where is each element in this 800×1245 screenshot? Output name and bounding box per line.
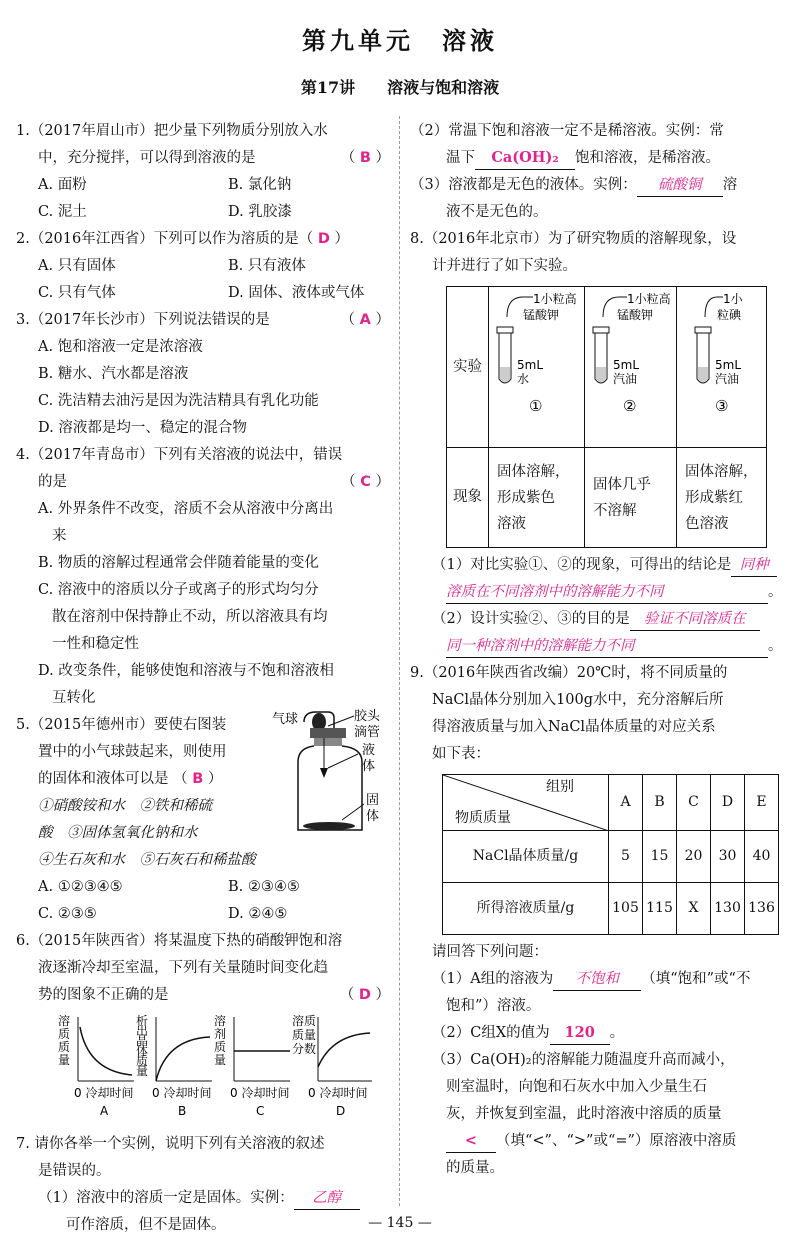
q9-sub2-answer: 120 (550, 1022, 610, 1045)
test-tube-2 (585, 287, 675, 437)
q4-stem-text: 的是 (38, 474, 67, 490)
q7-part1-answer: 乙醇 (294, 1187, 360, 1210)
paren: （ (173, 771, 188, 787)
q7-part3-answer: 硫酸铜 (637, 174, 723, 197)
graph-b (136, 1013, 212, 1118)
q4-option-c-cont: 一性和稳定性 (52, 636, 139, 652)
q6-stem-line: 6.（2015年陕西省）将某温度下热的硝酸钾饱和溶 (16, 933, 343, 949)
q9-cell: 40 (745, 831, 779, 883)
q7-stem-line: 是错误的。 (38, 1163, 111, 1179)
graph-d-letter: D (336, 1104, 346, 1118)
graph-b-ylabel: 出 (136, 1024, 149, 1038)
phen2-line: 不溶解 (593, 502, 637, 519)
paren: （ (340, 312, 356, 328)
tube2-liq-b: 汽油 (613, 372, 638, 386)
test-tube-3 (677, 287, 765, 437)
dropper-tip (320, 768, 328, 778)
tube3-liq-b: 汽油 (715, 372, 740, 386)
tube2-top-b: 锰酸钾 (617, 308, 654, 322)
right-column (410, 118, 788, 1182)
q2-option-c: C. 只有气体 (38, 285, 116, 301)
q8-sub2-cont (410, 633, 788, 660)
phen1-line: 溶液 (497, 515, 526, 532)
graph-d-ylabel: 量 (304, 1028, 317, 1042)
q1-stem-text: 中，充分搅拌，可以得到溶液的是 (38, 150, 256, 166)
graph-d-ylabel: 溶 (292, 1014, 305, 1028)
q9-sub3-answer: < (446, 1130, 496, 1153)
q7-part3-cont: 液不是无色的。 (446, 204, 548, 220)
label-dropper-a: 胶头 (354, 709, 381, 724)
graph-b-ylabel: 体 (136, 1044, 149, 1058)
q4-option-d-cont: 互转化 (52, 690, 96, 706)
q9-sub3-cont: 则室温时，向饱和石灰水中加入少量生石 (446, 1079, 707, 1095)
q4-option-c-cont: 散在溶剂中保持静止不动，所以溶液具有均 (52, 609, 328, 625)
q7-part2-cont (410, 145, 788, 172)
bottle-neck (314, 738, 342, 746)
question-4 (16, 442, 390, 712)
q5-line: 酸 ③固体氢氧化钠和水 (38, 825, 198, 841)
q8-sub1-answer-a: 同种 (731, 554, 777, 577)
q9-stem-line: 得溶液质量与加入NaCl晶体质量的对应关系 (432, 719, 716, 735)
q1-option-c: C. 泥土 (38, 204, 87, 220)
q7-stem-line: 7. 请你各举一个实例，说明下列有关溶液的叙述 (16, 1136, 325, 1152)
q9-sub3: （3）Ca(OH)₂的溶解能力随温度升高而减小， (432, 1052, 735, 1068)
q9-data-table (442, 774, 779, 935)
q8-row-label: 现象 (447, 448, 489, 548)
q7-part1-cont: 可作溶质，但不是固体。 (66, 1217, 226, 1233)
paren: ） (334, 231, 349, 247)
q1-option-d: D. 乳胶漆 (228, 204, 292, 220)
q7-part2-answer: Ca(OH)₂ (475, 147, 575, 170)
q9-group-header: B (643, 775, 677, 831)
tube3-top-a: 1小 (723, 292, 743, 306)
q9-corner-cell (443, 775, 609, 831)
test-tube-1 (489, 287, 583, 437)
q9-group-header: A (609, 775, 643, 831)
graph-c-ylabel: 量 (214, 1053, 227, 1067)
paren: ） (207, 771, 223, 787)
graph-c-xlabel: 0 冷却时间 (230, 1086, 290, 1100)
balloon-apparatus-figure (254, 708, 394, 838)
phen3-line: 形成紫红 (685, 489, 743, 506)
graph-d-ylabel: 质 (304, 1014, 317, 1028)
q3-option-b: B. 糖水、汽水都是溶液 (38, 366, 189, 382)
phen1-line: 形成紫色 (497, 489, 555, 506)
phen3-line: 固体溶解， (685, 463, 758, 480)
leader-liquid (328, 754, 358, 768)
period: 。 (768, 638, 783, 654)
q7-part1 (16, 1185, 390, 1212)
phen3-line: 色溶液 (685, 515, 729, 532)
q9-sub1-answer: 不饱和 (553, 968, 641, 991)
q4-answer-bracket (341, 469, 390, 496)
q9-cell: 136 (745, 883, 779, 935)
tube2-liquid (596, 367, 606, 382)
label-solid-b: 体 (366, 809, 380, 824)
q8-exp-cell-3 (677, 287, 767, 448)
graph-d-ylabel: 质 (292, 1028, 305, 1042)
q4-option-a-cont: 来 (52, 528, 67, 544)
q2-option-b: B. 只有液体 (228, 258, 306, 274)
q4-stem-line: 4.（2017年青岛市）下列有关溶液的说法中，错误 (16, 447, 343, 463)
q9-group-header: D (711, 775, 745, 831)
q4-answer: C (360, 474, 371, 490)
q2-options-row (16, 253, 390, 280)
tube1-top-a: 1小粒高 (533, 292, 577, 306)
q9-sub1-text: （1）A组的溶液为 (432, 971, 554, 987)
left-column (16, 118, 390, 1239)
q5-line: ①硝酸铵和水 ②铁和稀硫 (38, 798, 212, 814)
graph-b-ylabel: 量 (136, 1064, 149, 1078)
phen2-line: 固体几乎 (593, 476, 651, 493)
q4-option-d: D. 改变条件，能够使饱和溶液与不饱和溶液相 (38, 663, 334, 679)
q3-answer: A (359, 312, 371, 328)
bottle-body (298, 746, 362, 830)
question-3 (16, 307, 390, 442)
q2-option-d: D. 固体、液体或气体 (228, 285, 365, 301)
q9-stem-line: NaCl晶体分别加入100g水中，充分溶解后所 (432, 692, 724, 708)
q1-answer: B (359, 150, 371, 166)
tube1-liquid (500, 367, 510, 382)
q8-sub1-text: （1）对比实验①、②的现象，可得出的结论是 (432, 557, 732, 573)
period: 。 (768, 584, 783, 600)
q2-stem-text: 2.（2016年江西省）下列可以作为溶质的是（ (16, 231, 314, 247)
q7-part3-text: 溶 (722, 177, 738, 193)
q9-sub3-cont: 的质量。 (446, 1160, 504, 1176)
leader-dropper (328, 716, 354, 726)
graph-a-ylabel: 溶 (58, 1014, 71, 1028)
solid-pile (303, 822, 355, 830)
q3-stem-text: 3.（2017年长沙市）下列说法错误的是 (16, 312, 270, 328)
tube3-number: ③ (715, 397, 729, 415)
leader-solid (342, 804, 364, 820)
corner-top-label: 组别 (546, 779, 574, 795)
q9-cell: 105 (609, 883, 643, 935)
tube2-top-a: 1小粒高 (627, 292, 671, 306)
tube2-number: ② (623, 397, 637, 415)
q9-sub3-cont: 灰，并恢复到室温，此时溶液中溶质的质量 (446, 1106, 722, 1122)
graph-a-curve (80, 1027, 132, 1075)
paren: （ (341, 474, 356, 490)
q5-options-row (16, 901, 390, 928)
graph-b-ylabel: 析 (136, 1014, 149, 1028)
q8-stem-line: 8.（2016年北京市）为了研究物质的溶解现象，设 (410, 231, 737, 247)
phen1-line: 固体溶解， (497, 463, 570, 480)
q9-row-label: NaCl晶体质量/g (443, 831, 609, 883)
label-dropper-b: 滴管 (354, 725, 381, 740)
tube3-rim (695, 327, 711, 333)
tube2-rim (593, 327, 609, 333)
q7-part2-text: 温下 (446, 150, 475, 166)
q5-answer: B (192, 771, 204, 787)
q9-cell: 130 (711, 883, 745, 935)
tube3-liquid (698, 367, 708, 382)
label-liquid-a: 液 (362, 743, 376, 758)
tube1-top-b: 锰酸钾 (523, 308, 560, 322)
q9-sub2-text: 。 (609, 1025, 625, 1041)
q3-option-a: A. 饱和溶液一定是浓溶液 (38, 339, 203, 355)
paren: ） (375, 150, 390, 166)
q8-sub1-answer-b: 溶质在不同溶剂中的溶解能力不同 (446, 581, 768, 604)
q9-table-row (443, 831, 779, 883)
q9-sub2-text: （2）C组X的值为 (432, 1025, 550, 1041)
graph-d-xlabel: 0 冷却时间 (308, 1086, 368, 1100)
q5-line: ④生石灰和水 ⑤石灰石和稀盐酸 (38, 852, 256, 868)
q5-text: 的固体和液体可以是 (38, 771, 169, 787)
graph-a-letter: A (100, 1104, 109, 1118)
q5-option-a: A. ①②③④⑤ (38, 879, 123, 895)
q8-exp-cell-1 (489, 287, 585, 448)
tube1-liq-b: 水 (517, 372, 530, 386)
q1-option-b: B. 氯化钠 (228, 177, 292, 193)
q3-answer-bracket (341, 307, 390, 334)
graph-a-ylabel: 质 (58, 1027, 71, 1041)
tube2-liq-a: 5mL (613, 358, 640, 372)
graph-a-ylabel: 质 (58, 1040, 71, 1054)
q8-sub2-answer-a: 验证不同溶质在 (630, 608, 760, 631)
q7-part2: （2）常温下饱和溶液一定不是稀溶液。实例：常 (410, 123, 724, 139)
graph-a-xlabel: 0 冷却时间 (74, 1086, 134, 1100)
tube1-liq-a: 5mL (517, 358, 544, 372)
tube1-number: ① (529, 397, 543, 415)
q1-option-a: A. 面粉 (38, 177, 87, 193)
tube3-liq-a: 5mL (715, 358, 742, 372)
graph-c-ylabel: 质 (214, 1040, 227, 1054)
q9-cell: 30 (711, 831, 745, 883)
graph-b-ylabel: 质 (136, 1054, 149, 1068)
question-1 (16, 118, 390, 226)
q9-stem-line: 9.（2016年陕西省改编）20℃时，将不同质量的 (410, 665, 728, 681)
tube1-rim (497, 327, 513, 333)
q8-phenomenon-row (447, 448, 767, 548)
q2-option-a: A. 只有固体 (38, 258, 116, 274)
q9-cell: 5 (609, 831, 643, 883)
q9-sub1 (410, 966, 788, 993)
graph-b-xlabel: 0 冷却时间 (152, 1086, 212, 1100)
q9-sub1-text: （填“饱和”或“不 (641, 971, 751, 987)
q9-sub1-cont: 饱和”）溶液。 (446, 998, 541, 1014)
q6-stem-text: 势的图象不正确的是 (38, 987, 169, 1003)
graph-b-letter: B (178, 1104, 187, 1118)
question-5 (16, 709, 390, 928)
graph-a-ylabel: 量 (58, 1053, 71, 1067)
unit-title: 第九单元 溶液 (302, 26, 498, 55)
question-2 (16, 226, 390, 307)
question-8 (410, 226, 788, 660)
page-number: — 145 — (368, 1215, 432, 1231)
q8-experiment-table (446, 286, 767, 548)
graph-a (58, 1013, 134, 1118)
graph-d (292, 1013, 372, 1118)
q9-prompt: 请回答下列问题： (432, 944, 548, 960)
graph-c-ylabel: 溶 (214, 1014, 227, 1028)
q1-stem-line (16, 145, 390, 172)
q2-options-row (16, 280, 390, 307)
q7-part3 (410, 172, 788, 199)
question-9 (410, 660, 788, 1182)
q6-answer: D (358, 987, 371, 1003)
q9-header-row (443, 775, 779, 831)
label-balloon: 气球 (272, 712, 299, 727)
tube3-top-b: 粒碘 (717, 308, 742, 322)
graph-d-curve (318, 1033, 370, 1067)
graph-d-ylabel: 分 (292, 1042, 305, 1056)
graph-c (214, 1013, 290, 1118)
graph-b-ylabel: 晶 (136, 1034, 149, 1048)
q3-option-c: C. 洗洁精去油污是因为洗洁精具有乳化功能 (38, 393, 319, 409)
q2-answer: D (317, 231, 330, 247)
q8-row-label: 实验 (447, 287, 489, 448)
q6-answer-bracket (340, 982, 390, 1009)
q6-stem-line (16, 982, 390, 1009)
corner-bottom-label: 物质质量 (455, 810, 511, 826)
q8-phenomenon-2 (585, 448, 677, 548)
q7-part3-text: （3）溶液都是无色的液体。实例： (410, 177, 637, 193)
q1-options-row (16, 172, 390, 199)
q9-sub3-text: （填“<”、“>”或“=”）原溶液中溶质 (496, 1133, 737, 1149)
q9-cell: X (677, 883, 711, 935)
q9-group-header: E (745, 775, 779, 831)
q4-option-c: C. 溶液中的溶质以分子或离子的形式均匀分 (38, 582, 319, 598)
q8-phenomenon-3 (677, 448, 767, 548)
paren: （ (339, 987, 355, 1003)
lesson-title: 第17讲 溶液与饱和溶液 (300, 78, 500, 97)
column-divider (399, 116, 400, 1206)
q8-sub1-cont (410, 579, 788, 606)
q9-cell: 115 (643, 883, 677, 935)
q4-option-a: A. 外界条件不改变，溶质不会从溶液中分离出 (38, 501, 334, 517)
q9-group-header: C (677, 775, 711, 831)
q5-line: 5.（2015年德州市）要使右图装 (16, 717, 227, 733)
q8-exp-cell-2 (585, 287, 677, 448)
graph-d-ylabel: 数 (304, 1042, 317, 1056)
q8-stem-line: 计并进行了如下实验。 (432, 258, 577, 274)
q8-phenomenon-1 (489, 448, 585, 548)
q8-experiment-row (447, 287, 767, 448)
q8-sub2-answer-b: 同一种溶剂中的溶解能力不同 (446, 635, 768, 658)
graph-c-letter: C (256, 1104, 265, 1118)
q8-sub2 (410, 606, 788, 633)
q5-option-d: D. ②④⑤ (228, 906, 288, 922)
paren: ） (375, 987, 390, 1003)
q9-table-row (443, 883, 779, 935)
q3-stem-line (16, 307, 390, 334)
q5-option-b: B. ②③④⑤ (228, 879, 300, 895)
q9-cell: 15 (643, 831, 677, 883)
question-6 (16, 928, 390, 1131)
q1-options-row (16, 199, 390, 226)
stopper (310, 728, 346, 738)
label-solid-a: 固 (366, 793, 380, 808)
paren: ） (375, 312, 390, 328)
q7-part1-text: （1）溶液中的溶质一定是固体。实例： (38, 1190, 294, 1206)
q4-stem-line (16, 469, 390, 496)
q9-cell: 20 (677, 831, 711, 883)
q5-options-row (16, 874, 390, 901)
q3-option-d: D. 溶液都是均一、稳定的混合物 (38, 420, 247, 436)
paren: （ (340, 150, 356, 166)
graph-b-curve (156, 1037, 210, 1081)
q8-sub2-text: （2）设计实验②、③的目的是 (432, 611, 630, 627)
q1-answer-bracket (341, 145, 390, 172)
q4-option-b: B. 物质的溶解过程通常会伴随着能量的变化 (38, 555, 319, 571)
paren: ） (375, 474, 390, 490)
q7-part2-text: 饱和溶液，是稀溶液。 (575, 150, 720, 166)
q6-stem-line: 液逐渐冷却至室温，下列有关量随时间变化趋 (38, 960, 328, 976)
q9-sub2 (410, 1020, 788, 1047)
q8-sub1 (410, 552, 788, 579)
q9-sub3-cont (410, 1128, 788, 1155)
q9-stem-line: 如下表： (432, 746, 490, 762)
q1-stem-line: 1.（2017年眉山市）把少量下列物质分别放入水 (16, 123, 328, 139)
graph-c-ylabel: 剂 (214, 1027, 227, 1041)
q6-graphs (16, 1009, 390, 1121)
q5-option-c: C. ②③⑤ (38, 906, 97, 922)
label-liquid-b: 体 (362, 759, 376, 774)
q9-row-label: 所得溶液质量/g (443, 883, 609, 935)
q2-stem-line (16, 226, 390, 253)
q5-line: 置中的小气球鼓起来，则使用 (38, 744, 227, 760)
